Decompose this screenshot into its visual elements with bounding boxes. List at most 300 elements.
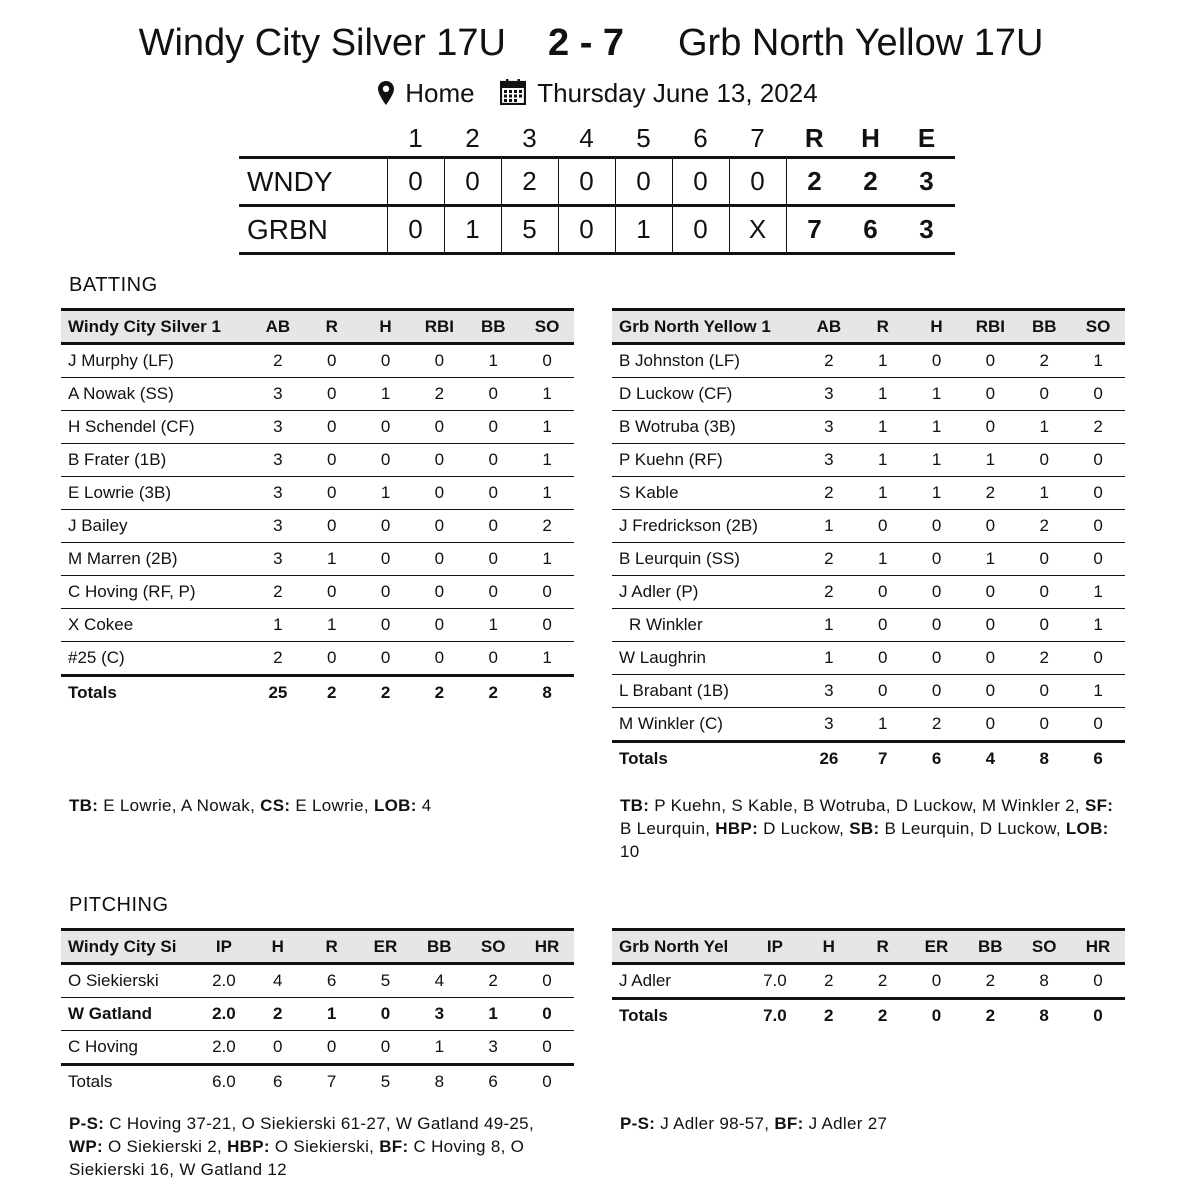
batting-table-home	[612, 308, 1125, 774]
table-cell: 7	[856, 742, 910, 775]
table-cell: 5	[359, 1065, 413, 1098]
table-cell: 1	[520, 543, 574, 576]
table-cell: 0	[359, 642, 413, 676]
team-abbr: GRBN	[239, 206, 387, 254]
player-name: C Hoving	[61, 1031, 197, 1065]
table-cell: 0	[1017, 576, 1071, 609]
table-cell: 0	[466, 543, 520, 576]
batting-heading: BATTING	[69, 274, 158, 296]
table-cell: 1	[856, 444, 910, 477]
table-cell: 8	[1017, 964, 1071, 999]
column-header: Windy City Si	[61, 930, 197, 964]
table-cell: 1	[1071, 576, 1125, 609]
table-row	[612, 378, 1125, 411]
table-cell: 0	[963, 411, 1017, 444]
table-cell: 0	[910, 510, 964, 543]
table-cell: 1	[305, 609, 359, 642]
pitching-table-home	[612, 928, 1125, 1031]
table-cell: 0	[466, 576, 520, 609]
table-cell: 1	[412, 1031, 466, 1065]
table-row	[61, 477, 574, 510]
table-cell: 0	[305, 477, 359, 510]
table-cell: 0	[412, 642, 466, 676]
table-cell: 1	[1071, 609, 1125, 642]
table-body	[61, 964, 574, 1065]
table-cell: 1	[910, 444, 964, 477]
table-cell: 1	[856, 477, 910, 510]
column-header: ER	[910, 930, 964, 964]
linescore-corner	[239, 120, 387, 158]
inning-header: 2	[465, 122, 480, 153]
table-cell: 1	[251, 609, 305, 642]
table-cell: 1	[856, 708, 910, 742]
column-header: BB	[963, 930, 1017, 964]
table-cell: 1	[520, 444, 574, 477]
table-cell: 2	[802, 999, 856, 1032]
table-body	[612, 964, 1125, 999]
note-key: P-S:	[620, 1114, 656, 1133]
player-name: A Nowak (SS)	[61, 378, 251, 411]
player-name: S Kable	[612, 477, 802, 510]
totals-row	[61, 676, 574, 709]
location-label: Home	[405, 78, 475, 108]
table-cell: 0	[520, 1031, 574, 1065]
column-header: HR	[520, 930, 574, 964]
table-cell: 0	[1017, 675, 1071, 708]
player-name: W Gatland	[61, 998, 197, 1031]
table-row	[61, 964, 574, 998]
table-cell: 3	[412, 998, 466, 1031]
table-cell: 2	[251, 344, 305, 378]
table-cell: 0	[963, 609, 1017, 642]
column-header: R	[856, 930, 910, 964]
note-key: BF:	[774, 1114, 804, 1133]
table-cell: 2	[359, 676, 413, 709]
table-cell: 3	[251, 543, 305, 576]
table-cell: 3	[802, 378, 856, 411]
table-cell: 0	[856, 642, 910, 675]
table-cell: 0	[305, 444, 359, 477]
note-value: J Adler 98-57,	[655, 1114, 775, 1133]
player-name: B Frater (1B)	[61, 444, 251, 477]
table-row	[61, 378, 574, 411]
table-row	[612, 708, 1125, 742]
totals-label: Totals	[612, 999, 748, 1032]
table-cell: 2	[802, 344, 856, 378]
totals-row	[612, 999, 1125, 1032]
table-cell: 1	[359, 378, 413, 411]
note-key: HBP:	[715, 819, 759, 838]
inning-header: 1	[408, 122, 423, 153]
note-key: TB:	[620, 796, 650, 815]
player-name: J Murphy (LF)	[61, 344, 251, 378]
inning-score: 0	[558, 206, 615, 254]
table-cell: 0	[305, 378, 359, 411]
column-header: H	[910, 310, 964, 344]
player-name: L Brabant (1B)	[612, 675, 802, 708]
table-cell: 2	[856, 999, 910, 1032]
player-name: M Winkler (C)	[612, 708, 802, 742]
table-cell: 1	[910, 477, 964, 510]
note-key: LOB:	[373, 796, 417, 815]
table-row	[612, 477, 1125, 510]
table-cell: 0	[466, 510, 520, 543]
table-cell: 0	[359, 510, 413, 543]
table-cell: 0	[305, 344, 359, 378]
table-cell: 0	[963, 675, 1017, 708]
runs-header: R	[804, 122, 824, 153]
table-cell: 0	[910, 964, 964, 999]
player-name: J Fredrickson (2B)	[612, 510, 802, 543]
table-cell: 0	[305, 576, 359, 609]
table-cell: 1	[910, 411, 964, 444]
table-cell: 0	[520, 609, 574, 642]
home-team-name: Grb North Yellow 17U	[678, 22, 1044, 64]
totals-label: Totals	[61, 1065, 197, 1098]
table-cell: 0	[412, 609, 466, 642]
table-cell: 0	[412, 411, 466, 444]
table-row	[61, 411, 574, 444]
note-value: C Hoving 8, O Siekierski 16, W Gatland 12	[69, 1137, 530, 1179]
inning-score: 2	[501, 158, 558, 206]
final-score: 2 - 7	[548, 22, 625, 64]
table-cell: 0	[1017, 378, 1071, 411]
away-team-name: Windy City Silver 17U	[138, 22, 506, 64]
table-cell: 1	[910, 378, 964, 411]
table-cell: 0	[1071, 378, 1125, 411]
table-cell: 3	[802, 444, 856, 477]
player-name: J Adler	[612, 964, 748, 999]
hits-total: 2	[843, 158, 899, 206]
table-cell: 1	[466, 344, 520, 378]
table-cell: 7	[305, 1065, 359, 1098]
note-value: E Lowrie, A Nowak,	[98, 796, 261, 815]
note-value: O Siekierski 2,	[102, 1137, 228, 1156]
table-cell: 3	[802, 411, 856, 444]
player-name: E Lowrie (3B)	[61, 477, 251, 510]
table-cell: 7.0	[748, 999, 802, 1032]
table-cell: 1	[520, 378, 574, 411]
note-value: B Leurquin, D Luckow,	[879, 819, 1066, 838]
table-cell: 0	[856, 675, 910, 708]
table-cell: 2	[802, 964, 856, 999]
table-cell: 3	[802, 708, 856, 742]
pitching-heading: PITCHING	[69, 894, 169, 916]
table-cell: 2	[251, 642, 305, 676]
player-name: P Kuehn (RF)	[612, 444, 802, 477]
column-header: IP	[197, 930, 251, 964]
totals-label: Totals	[61, 676, 251, 709]
table-cell: 1	[359, 477, 413, 510]
note-value: J Adler 27	[803, 1114, 888, 1133]
table-cell: 0	[359, 576, 413, 609]
table-row	[612, 964, 1125, 999]
table-cell: 0	[910, 999, 964, 1032]
table-cell: 2	[412, 676, 466, 709]
table-cell: 0	[910, 543, 964, 576]
table-cell: 2	[802, 477, 856, 510]
table-cell: 0	[520, 998, 574, 1031]
table-cell: 0	[520, 344, 574, 378]
table-cell: 0	[963, 378, 1017, 411]
table-cell: 0	[466, 642, 520, 676]
table-row	[61, 642, 574, 676]
table-cell: 0	[412, 576, 466, 609]
table-cell: 8	[412, 1065, 466, 1098]
table-cell: 1	[1071, 675, 1125, 708]
column-header: ER	[359, 930, 413, 964]
table-cell: 1	[520, 477, 574, 510]
hits-total: 6	[843, 206, 899, 254]
linescore-table	[239, 120, 955, 255]
hits-header: H	[861, 122, 880, 153]
table-cell: 0	[305, 642, 359, 676]
column-header: Grb North Yellow 1	[612, 310, 802, 344]
table-cell: 0	[1071, 543, 1125, 576]
column-header: SO	[466, 930, 520, 964]
table-cell: 0	[520, 576, 574, 609]
table-row	[612, 543, 1125, 576]
table-cell: 2	[520, 510, 574, 543]
table-row	[61, 576, 574, 609]
column-header: RBI	[412, 310, 466, 344]
table-cell: 3	[251, 444, 305, 477]
note-value: P Kuehn, S Kable, B Wotruba, D Luckow, M Winkler 2,	[649, 796, 1085, 815]
table-cell: 0	[910, 609, 964, 642]
table-row	[612, 576, 1125, 609]
table-cell: 0	[963, 642, 1017, 675]
table-cell: 2	[251, 998, 305, 1031]
calendar-icon	[500, 79, 526, 105]
inning-score: 0	[387, 206, 444, 254]
table-cell: 3	[251, 378, 305, 411]
table-cell: 0	[412, 344, 466, 378]
table-cell: 1	[520, 642, 574, 676]
player-name: M Marren (2B)	[61, 543, 251, 576]
runs-total: 2	[786, 158, 843, 206]
date-label: Thursday June 13, 2024	[537, 78, 818, 108]
table-cell: 2	[412, 378, 466, 411]
linescore-header	[239, 120, 955, 158]
table-cell: 1	[305, 543, 359, 576]
table-cell: 0	[1071, 642, 1125, 675]
table-row	[61, 344, 574, 378]
note-value: B Leurquin,	[620, 796, 1119, 838]
table-cell: 0	[359, 444, 413, 477]
table-cell: 0	[856, 609, 910, 642]
table-cell: 0	[910, 576, 964, 609]
column-header: SO	[520, 310, 574, 344]
location	[378, 78, 475, 109]
player-name: B Johnston (LF)	[612, 344, 802, 378]
table-cell: 0	[466, 411, 520, 444]
player-name: O Siekierski	[61, 964, 197, 998]
table-cell: 0	[1071, 999, 1125, 1032]
table-cell: 3	[251, 477, 305, 510]
table-cell: 0	[963, 344, 1017, 378]
table-cell: 6	[466, 1065, 520, 1098]
inning-header: 3	[522, 122, 537, 153]
table-cell: 0	[520, 1065, 574, 1098]
table-cell: 0	[1071, 964, 1125, 999]
table-cell: 0	[466, 378, 520, 411]
table-cell: 6	[251, 1065, 305, 1098]
table-cell: 1	[856, 344, 910, 378]
table-cell: 0	[1071, 444, 1125, 477]
table-header-row	[612, 930, 1125, 964]
inning-score: 1	[444, 206, 501, 254]
table-row	[61, 510, 574, 543]
table-body	[61, 344, 574, 676]
table-cell: 1	[466, 609, 520, 642]
table-cell: 1	[856, 411, 910, 444]
table-cell: 3	[466, 1031, 520, 1065]
table-cell: 0	[963, 510, 1017, 543]
table-cell: 0	[963, 576, 1017, 609]
table-row	[61, 444, 574, 477]
column-header: AB	[251, 310, 305, 344]
table-cell: 2.0	[197, 964, 251, 998]
inning-header: 7	[750, 122, 765, 153]
table-cell: 0	[1071, 708, 1125, 742]
table-cell: 0	[359, 344, 413, 378]
column-header: BB	[1017, 310, 1071, 344]
table-cell: 0	[359, 998, 413, 1031]
table-cell: 6.0	[197, 1065, 251, 1098]
inning-score: 0	[444, 158, 501, 206]
inning-score: 0	[387, 158, 444, 206]
note-value: E Lowrie,	[290, 796, 374, 815]
date	[500, 78, 818, 109]
table-cell: 0	[1071, 510, 1125, 543]
column-header: H	[251, 930, 305, 964]
column-header: H	[359, 310, 413, 344]
inning-score: X	[729, 206, 786, 254]
table-cell: 1	[1017, 477, 1071, 510]
table-cell: 1	[963, 543, 1017, 576]
table-row	[612, 609, 1125, 642]
column-header: R	[305, 930, 359, 964]
table-cell: 2	[802, 543, 856, 576]
inning-score: 0	[672, 206, 729, 254]
inning-score: 0	[672, 158, 729, 206]
table-cell: 4	[963, 742, 1017, 775]
table-cell: 0	[466, 444, 520, 477]
table-row	[612, 344, 1125, 378]
table-cell: 0	[963, 708, 1017, 742]
table-cell: 0	[856, 576, 910, 609]
player-name: C Hoving (RF, P)	[61, 576, 251, 609]
table-cell: 0	[1071, 477, 1125, 510]
team-abbr: WNDY	[239, 158, 387, 206]
table-cell: 5	[359, 964, 413, 998]
table-cell: 0	[1017, 444, 1071, 477]
table-cell: 0	[412, 543, 466, 576]
player-name: H Schendel (CF)	[61, 411, 251, 444]
table-cell: 2	[963, 999, 1017, 1032]
table-cell: 0	[305, 1031, 359, 1065]
note-value: 4	[416, 796, 432, 815]
table-cell: 0	[359, 609, 413, 642]
totals-row	[612, 742, 1125, 775]
table-cell: 0	[1017, 708, 1071, 742]
table-header-row	[612, 310, 1125, 344]
totals-row	[61, 1065, 574, 1098]
table-row	[612, 642, 1125, 675]
table-cell: 6	[1071, 742, 1125, 775]
player-name: D Luckow (CF)	[612, 378, 802, 411]
note-key: CS:	[260, 796, 291, 815]
player-name: B Leurquin (SS)	[612, 543, 802, 576]
table-cell: 0	[251, 1031, 305, 1065]
table-cell: 0	[359, 411, 413, 444]
inning-score: 1	[615, 206, 672, 254]
column-header: Windy City Silver 1	[61, 310, 251, 344]
table-cell: 0	[305, 411, 359, 444]
errors-total: 3	[899, 158, 955, 206]
table-cell: 1	[305, 998, 359, 1031]
column-header: IP	[748, 930, 802, 964]
table-cell: 2	[466, 964, 520, 998]
inning-score: 5	[501, 206, 558, 254]
note-value: 10	[620, 819, 1114, 861]
table-cell: 0	[412, 477, 466, 510]
table-cell: 2	[1071, 411, 1125, 444]
player-name: X Cokee	[61, 609, 251, 642]
column-header: BB	[412, 930, 466, 964]
table-cell: 0	[1017, 609, 1071, 642]
table-cell: 1	[802, 510, 856, 543]
inning-score: 0	[615, 158, 672, 206]
pitching-notes-home	[620, 1112, 1120, 1135]
inning-header: 5	[636, 122, 651, 153]
table-cell: 4	[251, 964, 305, 998]
column-header: SO	[1017, 930, 1071, 964]
note-key: BF:	[379, 1137, 409, 1156]
linescore-row-home	[239, 206, 955, 254]
game-title	[0, 22, 1184, 72]
table-cell: 3	[802, 675, 856, 708]
table-cell: 0	[1017, 543, 1071, 576]
table-cell: 0	[520, 964, 574, 998]
note-key: HBP:	[227, 1137, 270, 1156]
table-row	[612, 510, 1125, 543]
table-cell: 25	[251, 676, 305, 709]
inning-score: 0	[558, 158, 615, 206]
player-name: J Bailey	[61, 510, 251, 543]
table-cell: 0	[305, 510, 359, 543]
player-name: R Winkler	[612, 609, 802, 642]
table-cell: 6	[910, 742, 964, 775]
table-cell: 2	[963, 477, 1017, 510]
note-value: D Luckow,	[758, 819, 850, 838]
table-cell: 2	[963, 964, 1017, 999]
table-row	[61, 609, 574, 642]
table-cell: 3	[251, 411, 305, 444]
player-name: W Laughrin	[612, 642, 802, 675]
batting-table-away	[61, 308, 574, 708]
note-value: C Hoving 37-21, O Siekierski 61-27, W Gatland 49-25,	[104, 1114, 539, 1133]
column-header: Grb North Yel	[612, 930, 748, 964]
table-cell: 1	[1071, 344, 1125, 378]
column-header: SO	[1071, 310, 1125, 344]
inning-header: 6	[693, 122, 708, 153]
map-pin-icon	[378, 81, 394, 105]
table-cell: 4	[412, 964, 466, 998]
table-row	[612, 675, 1125, 708]
totals-label: Totals	[612, 742, 802, 775]
table-cell: 0	[910, 675, 964, 708]
